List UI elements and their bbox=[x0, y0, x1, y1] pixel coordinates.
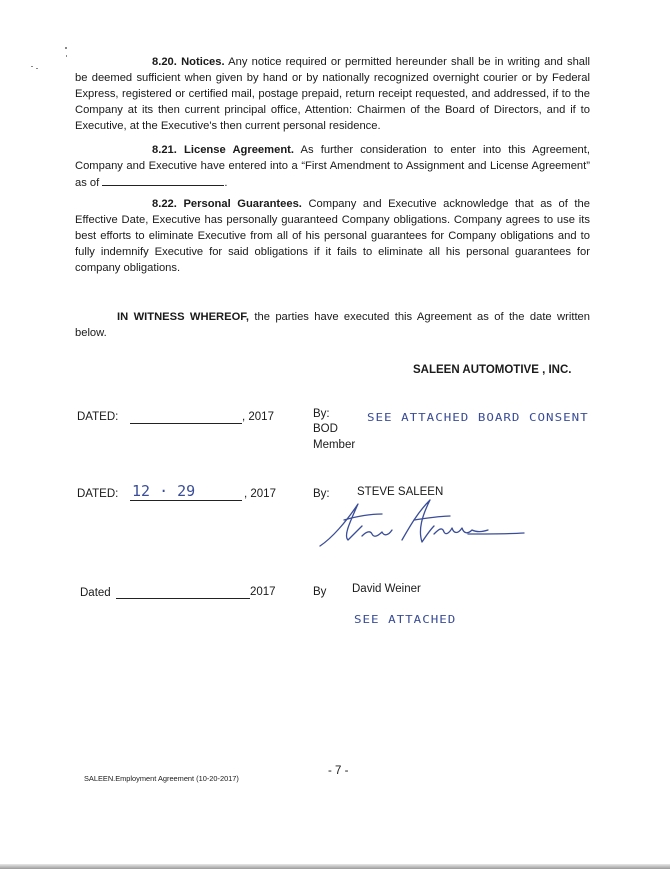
section-notices bbox=[75, 54, 590, 134]
scan-speck bbox=[66, 55, 67, 57]
signer-title: BOD bbox=[313, 423, 338, 435]
section-number: 8.22. bbox=[152, 198, 177, 210]
section-license-agreement bbox=[75, 142, 590, 191]
section-body: Company and Executive acknowledge that as of the Effective Date, Executive has personally guaranteed Company obligations. Company agrees to use its best efforts to eliminate Executive from all of his personal guarantees for Company obligations and to fully indemnify Executive for said obligations if it fails to eliminate all his personal guarantees for company obligations. bbox=[75, 198, 590, 274]
by-label: By: bbox=[313, 488, 330, 500]
date-line[interactable] bbox=[130, 411, 242, 424]
signer-title: Member bbox=[313, 439, 356, 451]
witness-lead: IN WITNESS WHEREOF, bbox=[117, 311, 249, 323]
dated-year: , 2017 bbox=[242, 411, 274, 423]
handwritten-date: 12 · 29 bbox=[132, 482, 196, 500]
by-label: By bbox=[313, 586, 327, 598]
agreement-date-blank[interactable] bbox=[102, 174, 224, 186]
dated-label: DATED: bbox=[77, 411, 119, 423]
signer-name: David Weiner bbox=[352, 583, 421, 595]
dated-label: DATED: bbox=[77, 488, 119, 500]
section-heading: Personal Guarantees. bbox=[183, 198, 302, 210]
section-number: 8.21. bbox=[152, 144, 177, 156]
steve-saleen-signature bbox=[318, 496, 528, 552]
dated-year: , 2017 bbox=[244, 488, 276, 500]
section-body: Any notice required or permitted hereunder shall be in writing and shall be deemed sufficient when given by hand or by nationally recognized overnight courier or by Federal Express, registered or certified mail, postage prepaid, return receipt requested, and addressed, if to the Company at its then current principal office, Attention: Chairmen of the Board of Directors, and if to Executive, at the Executive's then current personal residence. bbox=[75, 56, 591, 132]
scan-speck bbox=[65, 47, 67, 49]
handwritten-see-attached-note: SEE ATTACHED bbox=[354, 613, 457, 626]
scan-speck bbox=[36, 68, 38, 69]
witness-text: the parties have executed this Agreement as of the date written below. bbox=[75, 311, 590, 339]
footer-document-name: SALEEN.Employment Agreement (10-20-2017) bbox=[84, 774, 239, 783]
section-number: 8.20. bbox=[152, 56, 177, 68]
date-line[interactable] bbox=[116, 586, 250, 599]
section-body: As further consideration to enter into this Agreement, Company and Executive have entered into a “First Amendment to Assignment and License Agreement” as of bbox=[75, 144, 591, 189]
section-personal-guarantees bbox=[75, 196, 590, 276]
signer-name: STEVE SALEEN bbox=[357, 486, 444, 498]
witness-clause bbox=[75, 309, 590, 341]
section-heading: License Agreement. bbox=[184, 144, 294, 156]
dated-label: Dated bbox=[80, 587, 111, 599]
handwritten-board-consent-note: SEE ATTACHED BOARD CONSENT bbox=[367, 411, 589, 424]
dated-year: 2017 bbox=[250, 586, 276, 598]
scan-speck bbox=[31, 66, 33, 67]
section-heading: Notices. bbox=[181, 56, 225, 68]
section-suffix: . bbox=[224, 177, 228, 189]
page-number: - 7 - bbox=[328, 765, 349, 777]
company-name: SALEEN AUTOMOTIVE , INC. bbox=[413, 364, 572, 376]
by-label: By: bbox=[313, 408, 330, 420]
scan-page-edge bbox=[0, 864, 670, 869]
